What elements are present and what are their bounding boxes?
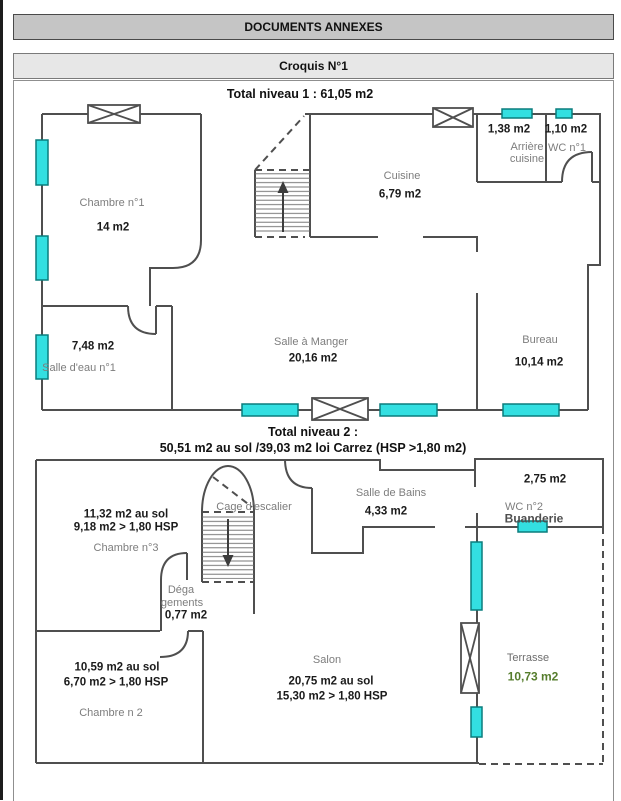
room-label-chambre2: Chambre n 2 bbox=[79, 706, 143, 719]
room-label-salon: Salon bbox=[312, 653, 342, 666]
level2-windows bbox=[471, 521, 550, 737]
area-label-cuisine: 6,79 m2 bbox=[378, 188, 422, 201]
area-label-wc2: 2,75 m2 bbox=[523, 473, 567, 486]
room-label-wc1: WC n°1 bbox=[547, 141, 587, 154]
cyan-window-icon bbox=[36, 236, 48, 280]
room-label-bureau: Bureau bbox=[522, 333, 558, 346]
documents-annexes-title: DOCUMENTS ANNEXES bbox=[244, 20, 383, 34]
area-hsp-label-chambre3: 9,18 m2 > 1,80 HSP bbox=[73, 521, 179, 534]
area-hsp-label-salon: 15,30 m2 > 1,80 HSP bbox=[276, 690, 388, 703]
area-label-wc1: 1,10 m2 bbox=[544, 123, 588, 136]
room-label-salle-de-bains: Salle de Bains bbox=[355, 486, 427, 499]
room-label-wc2: WC n°2 bbox=[504, 500, 544, 513]
room-label-arriere-cuisine: Arrière cuisine bbox=[509, 140, 545, 165]
area-label-degagements: 0,77 m2 bbox=[164, 609, 208, 622]
cyan-window-icon bbox=[471, 707, 482, 737]
area-hsp-label-chambre2: 6,70 m2 > 1,80 HSP bbox=[63, 676, 169, 689]
room-label-salle-a-manger: Salle à Manger bbox=[274, 335, 348, 348]
crossed-window-icon bbox=[461, 623, 479, 693]
area-sol-label-chambre2: 10,59 m2 au sol bbox=[74, 661, 160, 674]
level1-cross-windows bbox=[88, 105, 473, 420]
area-label-terrasse: 10,73 m2 bbox=[507, 669, 559, 684]
area-label-salle-a-manger: 20,16 m2 bbox=[288, 352, 338, 365]
crossed-window-icon bbox=[88, 105, 140, 123]
room-label-chambre3: Chambre n°3 bbox=[93, 541, 159, 554]
area-label-salle-de-bains: 4,33 m2 bbox=[364, 505, 408, 518]
cyan-window-icon bbox=[36, 140, 48, 185]
room-label-cage-escalier: Cage d'escalier bbox=[216, 500, 292, 513]
room-label-buanderie: Buanderie bbox=[504, 511, 564, 526]
level2-title-line2: 50,51 m2 au sol /39,03 m2 loi Carrez (HSP >1,80 m2) bbox=[159, 441, 467, 456]
cyan-window-icon bbox=[471, 542, 482, 610]
level2-title-line1: Total niveau 2 : bbox=[267, 425, 359, 440]
cyan-window-icon bbox=[556, 109, 572, 118]
level2-stairs bbox=[202, 515, 254, 579]
level1-stairs bbox=[255, 172, 310, 234]
area-label-salle-eau: 7,48 m2 bbox=[71, 340, 115, 353]
room-label-chambre1: Chambre n°1 bbox=[79, 196, 145, 209]
room-label-degagements-line2: gements bbox=[160, 596, 204, 609]
area-label-arriere-cuisine: 1,38 m2 bbox=[487, 123, 531, 136]
croquis-title: Croquis N°1 bbox=[279, 59, 348, 73]
crossed-window-icon bbox=[433, 108, 473, 127]
room-label-cuisine: Cuisine bbox=[383, 169, 421, 182]
level1-title: Total niveau 1 : 61,05 m2 bbox=[226, 87, 374, 102]
cyan-window-icon bbox=[380, 404, 437, 416]
area-sol-label-chambre3: 11,32 m2 au sol bbox=[83, 508, 169, 521]
cyan-window-icon bbox=[242, 404, 298, 416]
room-label-degagements-line1: Déga bbox=[167, 583, 195, 596]
crossed-window-icon bbox=[312, 398, 368, 420]
area-sol-label-salon: 20,75 m2 au sol bbox=[288, 675, 374, 688]
room-label-terrasse: Terrasse bbox=[506, 651, 550, 664]
level1-windows bbox=[36, 109, 572, 416]
cyan-window-icon bbox=[503, 404, 559, 416]
level2-cross-windows bbox=[461, 623, 479, 693]
area-label-chambre1: 14 m2 bbox=[96, 221, 130, 234]
cyan-window-icon bbox=[502, 109, 532, 118]
area-label-bureau: 10,14 m2 bbox=[514, 356, 564, 369]
room-label-salle-eau: Salle d'eau n°1 bbox=[42, 361, 116, 374]
